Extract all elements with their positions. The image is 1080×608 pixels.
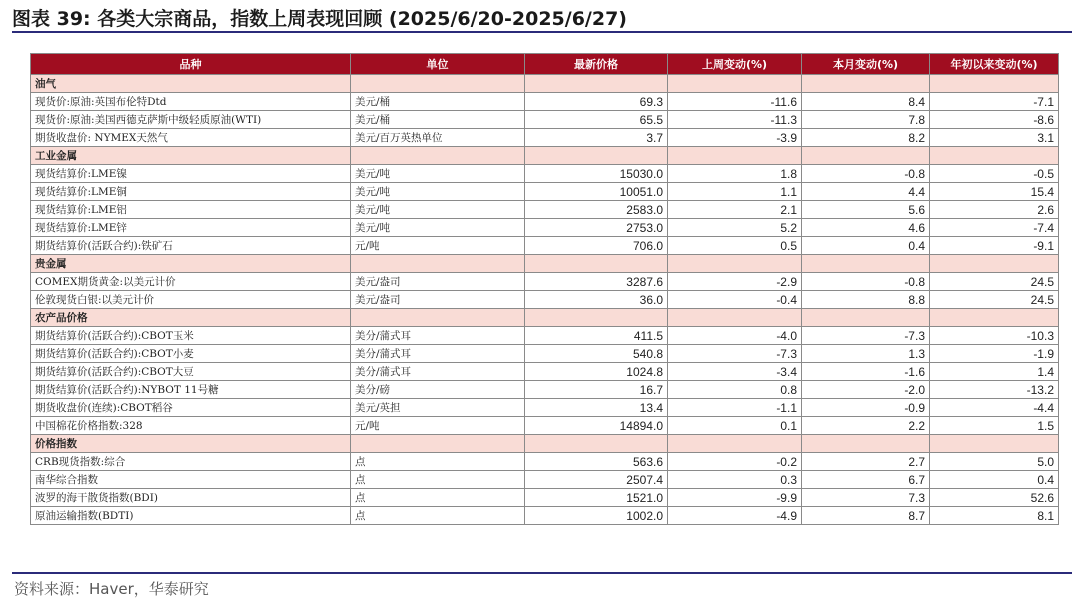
category-filler-cell (351, 255, 525, 273)
cell-month-change: -1.6 (802, 363, 930, 381)
cell-variety: 期货结算价(活跃合约):NYBOT 11号糖 (31, 381, 351, 399)
cell-variety: 原油运输指数(BDTI) (31, 507, 351, 525)
category-filler-cell (930, 255, 1059, 273)
cell-unit: 美元/吨 (351, 183, 525, 201)
cell-ytd-change: -10.3 (930, 327, 1059, 345)
cell-month-change: 8.7 (802, 507, 930, 525)
cell-week-change: -3.4 (668, 363, 802, 381)
cell-week-change: -7.3 (668, 345, 802, 363)
cell-ytd-change: -7.1 (930, 93, 1059, 111)
cell-month-change: -7.3 (802, 327, 930, 345)
cell-variety: 南华综合指数 (31, 471, 351, 489)
cell-ytd-change: 8.1 (930, 507, 1059, 525)
table-row (31, 327, 1059, 345)
category-filler-cell (525, 75, 668, 93)
cell-week-change: -0.4 (668, 291, 802, 309)
cell-latest-price: 3287.6 (525, 273, 668, 291)
table-row (31, 201, 1059, 219)
category-filler-cell (668, 435, 802, 453)
cell-ytd-change: 1.4 (930, 363, 1059, 381)
cell-month-change: 8.8 (802, 291, 930, 309)
cell-variety: 现货结算价:LME铝 (31, 201, 351, 219)
cell-unit: 美元/吨 (351, 165, 525, 183)
cell-week-change: -4.0 (668, 327, 802, 345)
cell-month-change: 1.3 (802, 345, 930, 363)
cell-month-change: -2.0 (802, 381, 930, 399)
category-row (31, 435, 1059, 453)
cell-unit: 点 (351, 453, 525, 471)
cell-month-change: 2.2 (802, 417, 930, 435)
cell-ytd-change: -7.4 (930, 219, 1059, 237)
cell-month-change: -0.9 (802, 399, 930, 417)
table-row (31, 363, 1059, 381)
header-week-change: 上周变动(%) (668, 54, 802, 75)
table-row (31, 417, 1059, 435)
title-rule (12, 31, 1072, 33)
table-row (31, 183, 1059, 201)
cell-week-change: 0.3 (668, 471, 802, 489)
page-title: 图表 39: 各类大宗商品，指数上周表现回顾 (2025/6/20-2025/6/27) (12, 8, 627, 30)
cell-variety: 期货收盘价(连续):CBOT稻谷 (31, 399, 351, 417)
cell-ytd-change: 52.6 (930, 489, 1059, 507)
cell-latest-price: 65.5 (525, 111, 668, 129)
cell-week-change: 1.1 (668, 183, 802, 201)
category-filler-cell (668, 255, 802, 273)
cell-latest-price: 3.7 (525, 129, 668, 147)
cell-week-change: -0.2 (668, 453, 802, 471)
cell-latest-price: 540.8 (525, 345, 668, 363)
category-row (31, 75, 1059, 93)
cell-month-change: 8.4 (802, 93, 930, 111)
cell-unit: 美元/吨 (351, 201, 525, 219)
cell-unit: 美元/桶 (351, 111, 525, 129)
cell-week-change: 1.8 (668, 165, 802, 183)
cell-unit: 美元/盎司 (351, 291, 525, 309)
category-filler-cell (668, 75, 802, 93)
table-header-row (31, 54, 1059, 75)
category-filler-cell (930, 309, 1059, 327)
cell-month-change: 0.4 (802, 237, 930, 255)
cell-ytd-change: -1.9 (930, 345, 1059, 363)
cell-ytd-change: 15.4 (930, 183, 1059, 201)
cell-week-change: 0.1 (668, 417, 802, 435)
cell-unit: 点 (351, 507, 525, 525)
cell-latest-price: 1002.0 (525, 507, 668, 525)
cell-month-change: 7.3 (802, 489, 930, 507)
header-ytd-change: 年初以来变动(%) (930, 54, 1059, 75)
cell-month-change: 4.6 (802, 219, 930, 237)
table-body (31, 75, 1059, 525)
cell-month-change: 6.7 (802, 471, 930, 489)
cell-ytd-change: 3.1 (930, 129, 1059, 147)
cell-week-change: 0.8 (668, 381, 802, 399)
cell-variety: 现货结算价:LME镍 (31, 165, 351, 183)
cell-unit: 元/吨 (351, 237, 525, 255)
cell-month-change: -0.8 (802, 273, 930, 291)
cell-latest-price: 69.3 (525, 93, 668, 111)
header-variety: 品种 (31, 54, 351, 75)
cell-week-change: -1.1 (668, 399, 802, 417)
category-row (31, 255, 1059, 273)
table-row (31, 381, 1059, 399)
cell-variety: 波罗的海干散货指数(BDI) (31, 489, 351, 507)
category-filler-cell (930, 147, 1059, 165)
table-row (31, 111, 1059, 129)
table-row (31, 165, 1059, 183)
cell-unit: 美元/英担 (351, 399, 525, 417)
cell-latest-price: 36.0 (525, 291, 668, 309)
header-month-change: 本月变动(%) (802, 54, 930, 75)
category-filler-cell (351, 75, 525, 93)
category-filler-cell (930, 435, 1059, 453)
category-label: 油气 (31, 75, 351, 93)
cell-variety: CRB现货指数:综合 (31, 453, 351, 471)
cell-latest-price: 2583.0 (525, 201, 668, 219)
cell-week-change: -11.3 (668, 111, 802, 129)
cell-variety: 现货结算价:LME铜 (31, 183, 351, 201)
category-filler-cell (668, 147, 802, 165)
category-filler-cell (802, 435, 930, 453)
category-row (31, 309, 1059, 327)
category-filler-cell (930, 75, 1059, 93)
cell-ytd-change: -8.6 (930, 111, 1059, 129)
cell-ytd-change: -4.4 (930, 399, 1059, 417)
cell-variety: 现货价:原油:英国布伦特Dtd (31, 93, 351, 111)
category-label: 农产品价格 (31, 309, 351, 327)
cell-unit: 点 (351, 471, 525, 489)
cell-variety: 伦敦现货白银:以美元计价 (31, 291, 351, 309)
cell-latest-price: 2753.0 (525, 219, 668, 237)
table-row (31, 471, 1059, 489)
table-row (31, 129, 1059, 147)
header-unit: 单位 (351, 54, 525, 75)
cell-variety: 期货收盘价: NYMEX天然气 (31, 129, 351, 147)
category-filler-cell (351, 435, 525, 453)
cell-ytd-change: -9.1 (930, 237, 1059, 255)
cell-latest-price: 14894.0 (525, 417, 668, 435)
cell-latest-price: 15030.0 (525, 165, 668, 183)
cell-ytd-change: -0.5 (930, 165, 1059, 183)
cell-unit: 美分/蒲式耳 (351, 345, 525, 363)
cell-unit: 美元/桶 (351, 93, 525, 111)
cell-ytd-change: 2.6 (930, 201, 1059, 219)
cell-variety: 现货价:原油:美国西德克萨斯中级轻质原油(WTI) (31, 111, 351, 129)
cell-variety: COMEX期货黄金:以美元计价 (31, 273, 351, 291)
cell-latest-price: 1521.0 (525, 489, 668, 507)
category-label: 贵金属 (31, 255, 351, 273)
table-row (31, 237, 1059, 255)
cell-ytd-change: 1.5 (930, 417, 1059, 435)
cell-latest-price: 1024.8 (525, 363, 668, 381)
cell-month-change: -0.8 (802, 165, 930, 183)
cell-month-change: 7.8 (802, 111, 930, 129)
cell-latest-price: 2507.4 (525, 471, 668, 489)
cell-week-change: 5.2 (668, 219, 802, 237)
table-row (31, 507, 1059, 525)
table-row (31, 93, 1059, 111)
category-filler-cell (802, 75, 930, 93)
category-label: 价格指数 (31, 435, 351, 453)
table-row (31, 453, 1059, 471)
category-filler-cell (802, 147, 930, 165)
category-filler-cell (668, 309, 802, 327)
cell-week-change: -9.9 (668, 489, 802, 507)
category-filler-cell (802, 309, 930, 327)
cell-variety: 期货结算价(活跃合约):CBOT玉米 (31, 327, 351, 345)
table-row (31, 345, 1059, 363)
commodity-table (30, 53, 1059, 525)
category-filler-cell (802, 255, 930, 273)
table-row (31, 273, 1059, 291)
cell-month-change: 2.7 (802, 453, 930, 471)
cell-latest-price: 16.7 (525, 381, 668, 399)
category-label: 工业金属 (31, 147, 351, 165)
category-filler-cell (525, 435, 668, 453)
bottom-rule (12, 572, 1072, 574)
cell-ytd-change: 5.0 (930, 453, 1059, 471)
cell-latest-price: 10051.0 (525, 183, 668, 201)
table-row (31, 291, 1059, 309)
table-row (31, 219, 1059, 237)
cell-unit: 美元/盎司 (351, 273, 525, 291)
cell-week-change: -3.9 (668, 129, 802, 147)
cell-variety: 期货结算价(活跃合约):CBOT小麦 (31, 345, 351, 363)
cell-latest-price: 563.6 (525, 453, 668, 471)
cell-ytd-change: -13.2 (930, 381, 1059, 399)
cell-ytd-change: 0.4 (930, 471, 1059, 489)
cell-unit: 美分/蒲式耳 (351, 363, 525, 381)
cell-unit: 美元/百万英热单位 (351, 129, 525, 147)
cell-month-change: 5.6 (802, 201, 930, 219)
cell-week-change: 0.5 (668, 237, 802, 255)
table-row (31, 489, 1059, 507)
cell-variety: 期货结算价(活跃合约):CBOT大豆 (31, 363, 351, 381)
cell-unit: 点 (351, 489, 525, 507)
category-row (31, 147, 1059, 165)
cell-latest-price: 706.0 (525, 237, 668, 255)
cell-month-change: 4.4 (802, 183, 930, 201)
cell-week-change: -2.9 (668, 273, 802, 291)
cell-unit: 元/吨 (351, 417, 525, 435)
cell-latest-price: 13.4 (525, 399, 668, 417)
source-note: 资料来源：Haver，华泰研究 (14, 580, 209, 598)
cell-month-change: 8.2 (802, 129, 930, 147)
header-latest-price: 最新价格 (525, 54, 668, 75)
cell-latest-price: 411.5 (525, 327, 668, 345)
cell-week-change: -4.9 (668, 507, 802, 525)
cell-ytd-change: 24.5 (930, 291, 1059, 309)
category-filler-cell (525, 309, 668, 327)
cell-variety: 现货结算价:LME锌 (31, 219, 351, 237)
table-row (31, 399, 1059, 417)
category-filler-cell (525, 147, 668, 165)
category-filler-cell (351, 309, 525, 327)
cell-unit: 美元/吨 (351, 219, 525, 237)
cell-ytd-change: 24.5 (930, 273, 1059, 291)
cell-unit: 美分/磅 (351, 381, 525, 399)
cell-week-change: -11.6 (668, 93, 802, 111)
category-filler-cell (525, 255, 668, 273)
cell-week-change: 2.1 (668, 201, 802, 219)
cell-variety: 期货结算价(活跃合约):铁矿石 (31, 237, 351, 255)
category-filler-cell (351, 147, 525, 165)
cell-unit: 美分/蒲式耳 (351, 327, 525, 345)
cell-variety: 中国棉花价格指数:328 (31, 417, 351, 435)
